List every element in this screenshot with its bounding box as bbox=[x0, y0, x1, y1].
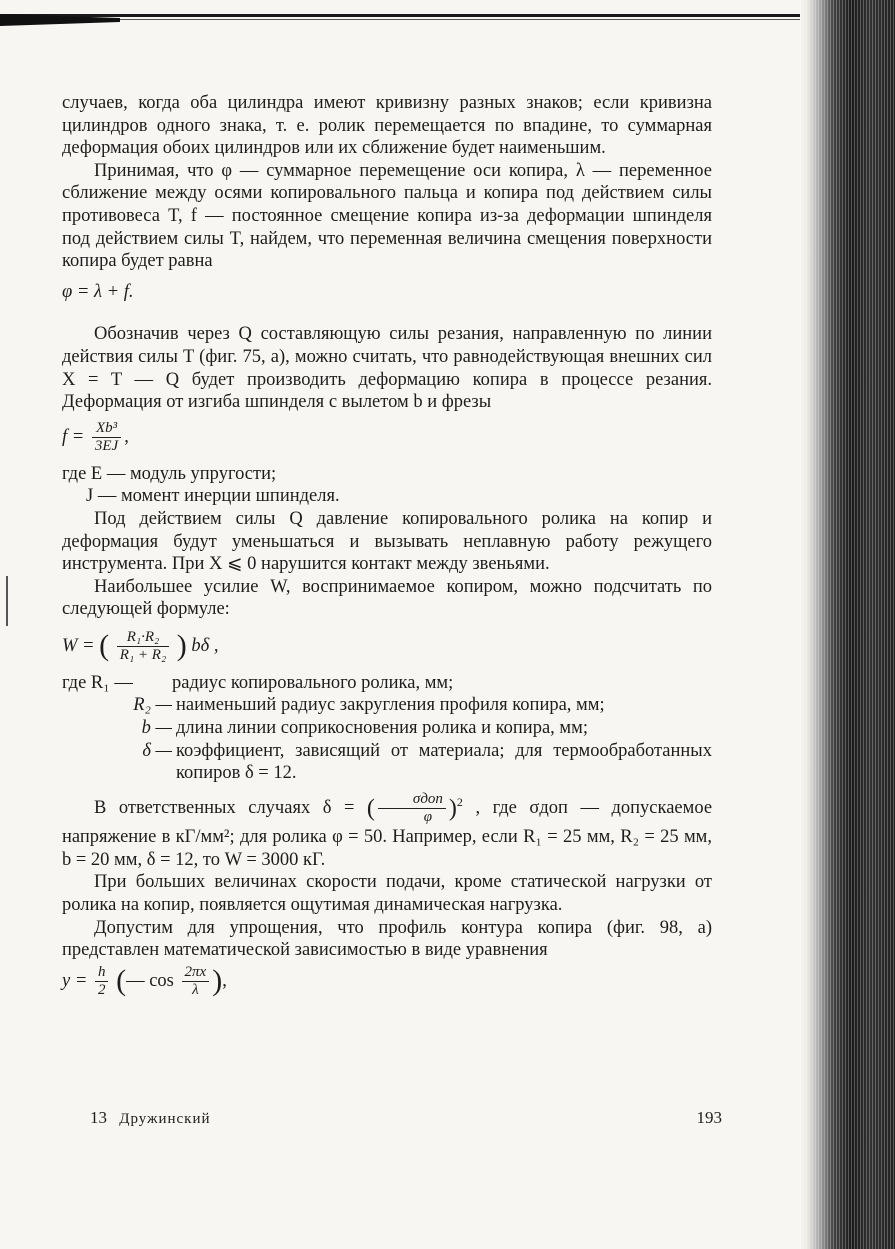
signature-number: 13 bbox=[90, 1108, 107, 1127]
symbol: δ — bbox=[142, 740, 172, 761]
margin-mark bbox=[6, 576, 8, 626]
list-item bbox=[62, 717, 712, 740]
definition: наименьший радиус закругления профиля копира, мм; bbox=[176, 695, 605, 716]
numerator: Xb³ bbox=[92, 420, 121, 438]
denominator: 2 bbox=[97, 981, 106, 998]
formula-phi: φ = λ + f. bbox=[62, 281, 134, 302]
symbol: где R₁ — bbox=[62, 672, 133, 693]
paragraph: Допустим для упрощения, что профиль контура копира (фиг. 98, a) представлен математической зависимостью в виде уравнения bbox=[62, 917, 712, 961]
paragraph: где E — модуль упругости; bbox=[62, 463, 277, 484]
definition: длина линии соприкосновения ролика и копира, мм; bbox=[176, 718, 588, 739]
fraction bbox=[378, 791, 446, 826]
definition: коэффициент, зависящий от материала; для термообработанных копиров δ = 12. bbox=[176, 740, 712, 784]
book-spine-shadow bbox=[800, 0, 895, 1249]
numerator: R₁·R₂ bbox=[117, 629, 169, 647]
paragraph: J — момент инерции шпинделя. bbox=[86, 486, 340, 507]
paren-open-icon: ( bbox=[99, 629, 110, 663]
list-item bbox=[62, 672, 712, 695]
paragraph: Наибольшее усилие W, воспринимаемое копиром, можно подсчитать по следующей формуле: bbox=[62, 576, 712, 620]
paragraph: случаев, когда оба цилиндра имеют кривизну разных знаков; если кривизна цилиндров одного знака, т. е. ролик перемещается по впадине, то суммарная деформация обоих цилиндров или их сближение будет наименьшим. bbox=[62, 93, 712, 159]
symbol: R₂ — bbox=[133, 695, 172, 716]
paren-close-icon: ) bbox=[176, 629, 187, 663]
list-item bbox=[62, 694, 712, 717]
list-item bbox=[62, 740, 712, 785]
paren-open-icon: ( bbox=[366, 795, 375, 822]
formula-lhs: y = bbox=[62, 970, 88, 991]
numerator: σдоп bbox=[378, 791, 446, 809]
formula-deflection bbox=[62, 420, 712, 455]
formula-tail: bδ , bbox=[191, 635, 219, 656]
exponent: 2 bbox=[456, 794, 463, 809]
formula-mid: — cos bbox=[126, 970, 174, 991]
numerator: 2πx bbox=[182, 964, 210, 982]
formula-tail: , bbox=[124, 426, 129, 447]
fraction bbox=[95, 964, 109, 999]
paragraph: Под действием силы Q давление копировального ролика на копир и деформация будут уменьшаться и вызывать неплавную работу режущего инструмента. При X ⩽ 0 нарушится контакт между звеньями. bbox=[62, 508, 712, 575]
denominator: φ bbox=[423, 809, 433, 826]
page-body bbox=[62, 92, 712, 999]
paragraph: Принимая, что φ — суммарное перемещение оси копира, λ — переменное сближение между осями копировального пальца и копира под действием силы противовеса T, f — постоянное смещение копира из-за деформации шпинделя под действием силы T, найдем, что переменная величина смещения поверхности копира будет равна bbox=[62, 160, 712, 272]
signature-name: Дружинский bbox=[119, 1111, 211, 1127]
paragraph: Обозначив через Q составляющую силы резания, направленную по линии действия силы T (фиг. 75, a), можно считать, что равнодействующая внешних сил X = T — Q будет производить деформацию копира в процессе резания. Деформация от изгиба шпинделя с вылетом b и фрезы bbox=[62, 324, 712, 413]
formula-delta bbox=[366, 791, 476, 826]
symbol-list bbox=[62, 672, 712, 785]
formula-lhs: f = bbox=[62, 426, 85, 447]
numerator: h bbox=[95, 964, 109, 982]
denominator: λ bbox=[192, 981, 199, 998]
text-segment: , где σдоп — допускаемое напряжение в кГ/мм²; для ролика φ = 50. Например, если R₁ = 25 мм, R₂ = 25 мм, b = 20 мм, δ = 12, то W = 3000 кГ. bbox=[62, 798, 713, 870]
printer-signature bbox=[90, 1108, 211, 1128]
formula-force bbox=[62, 629, 712, 664]
denominator: 3EJ bbox=[94, 437, 119, 454]
page-number: 193 bbox=[696, 1108, 722, 1127]
paren-close-icon: ) bbox=[448, 795, 457, 822]
page-footer bbox=[90, 1108, 722, 1128]
fraction bbox=[92, 420, 121, 455]
paren-open-icon: ( bbox=[116, 964, 127, 998]
formula-lhs: W = bbox=[62, 635, 95, 656]
denominator: R₁ + R₂ bbox=[119, 646, 167, 663]
paragraph: При больших величинах скорости подачи, кроме статической нагрузки от ролика на копир, появляется ощутимая динамическая нагрузка. bbox=[62, 872, 712, 916]
fraction bbox=[117, 629, 169, 664]
definition: радиус копировального ролика, мм; bbox=[172, 672, 454, 693]
text-segment: В ответственных случаях δ = bbox=[94, 798, 355, 818]
symbol: b — bbox=[141, 718, 172, 739]
fraction bbox=[182, 964, 210, 999]
formula-tail: , bbox=[222, 970, 227, 991]
formula-profile bbox=[62, 964, 712, 999]
top-rule bbox=[0, 14, 800, 22]
paren-close-icon: ) bbox=[212, 964, 223, 998]
paragraph bbox=[62, 791, 712, 872]
